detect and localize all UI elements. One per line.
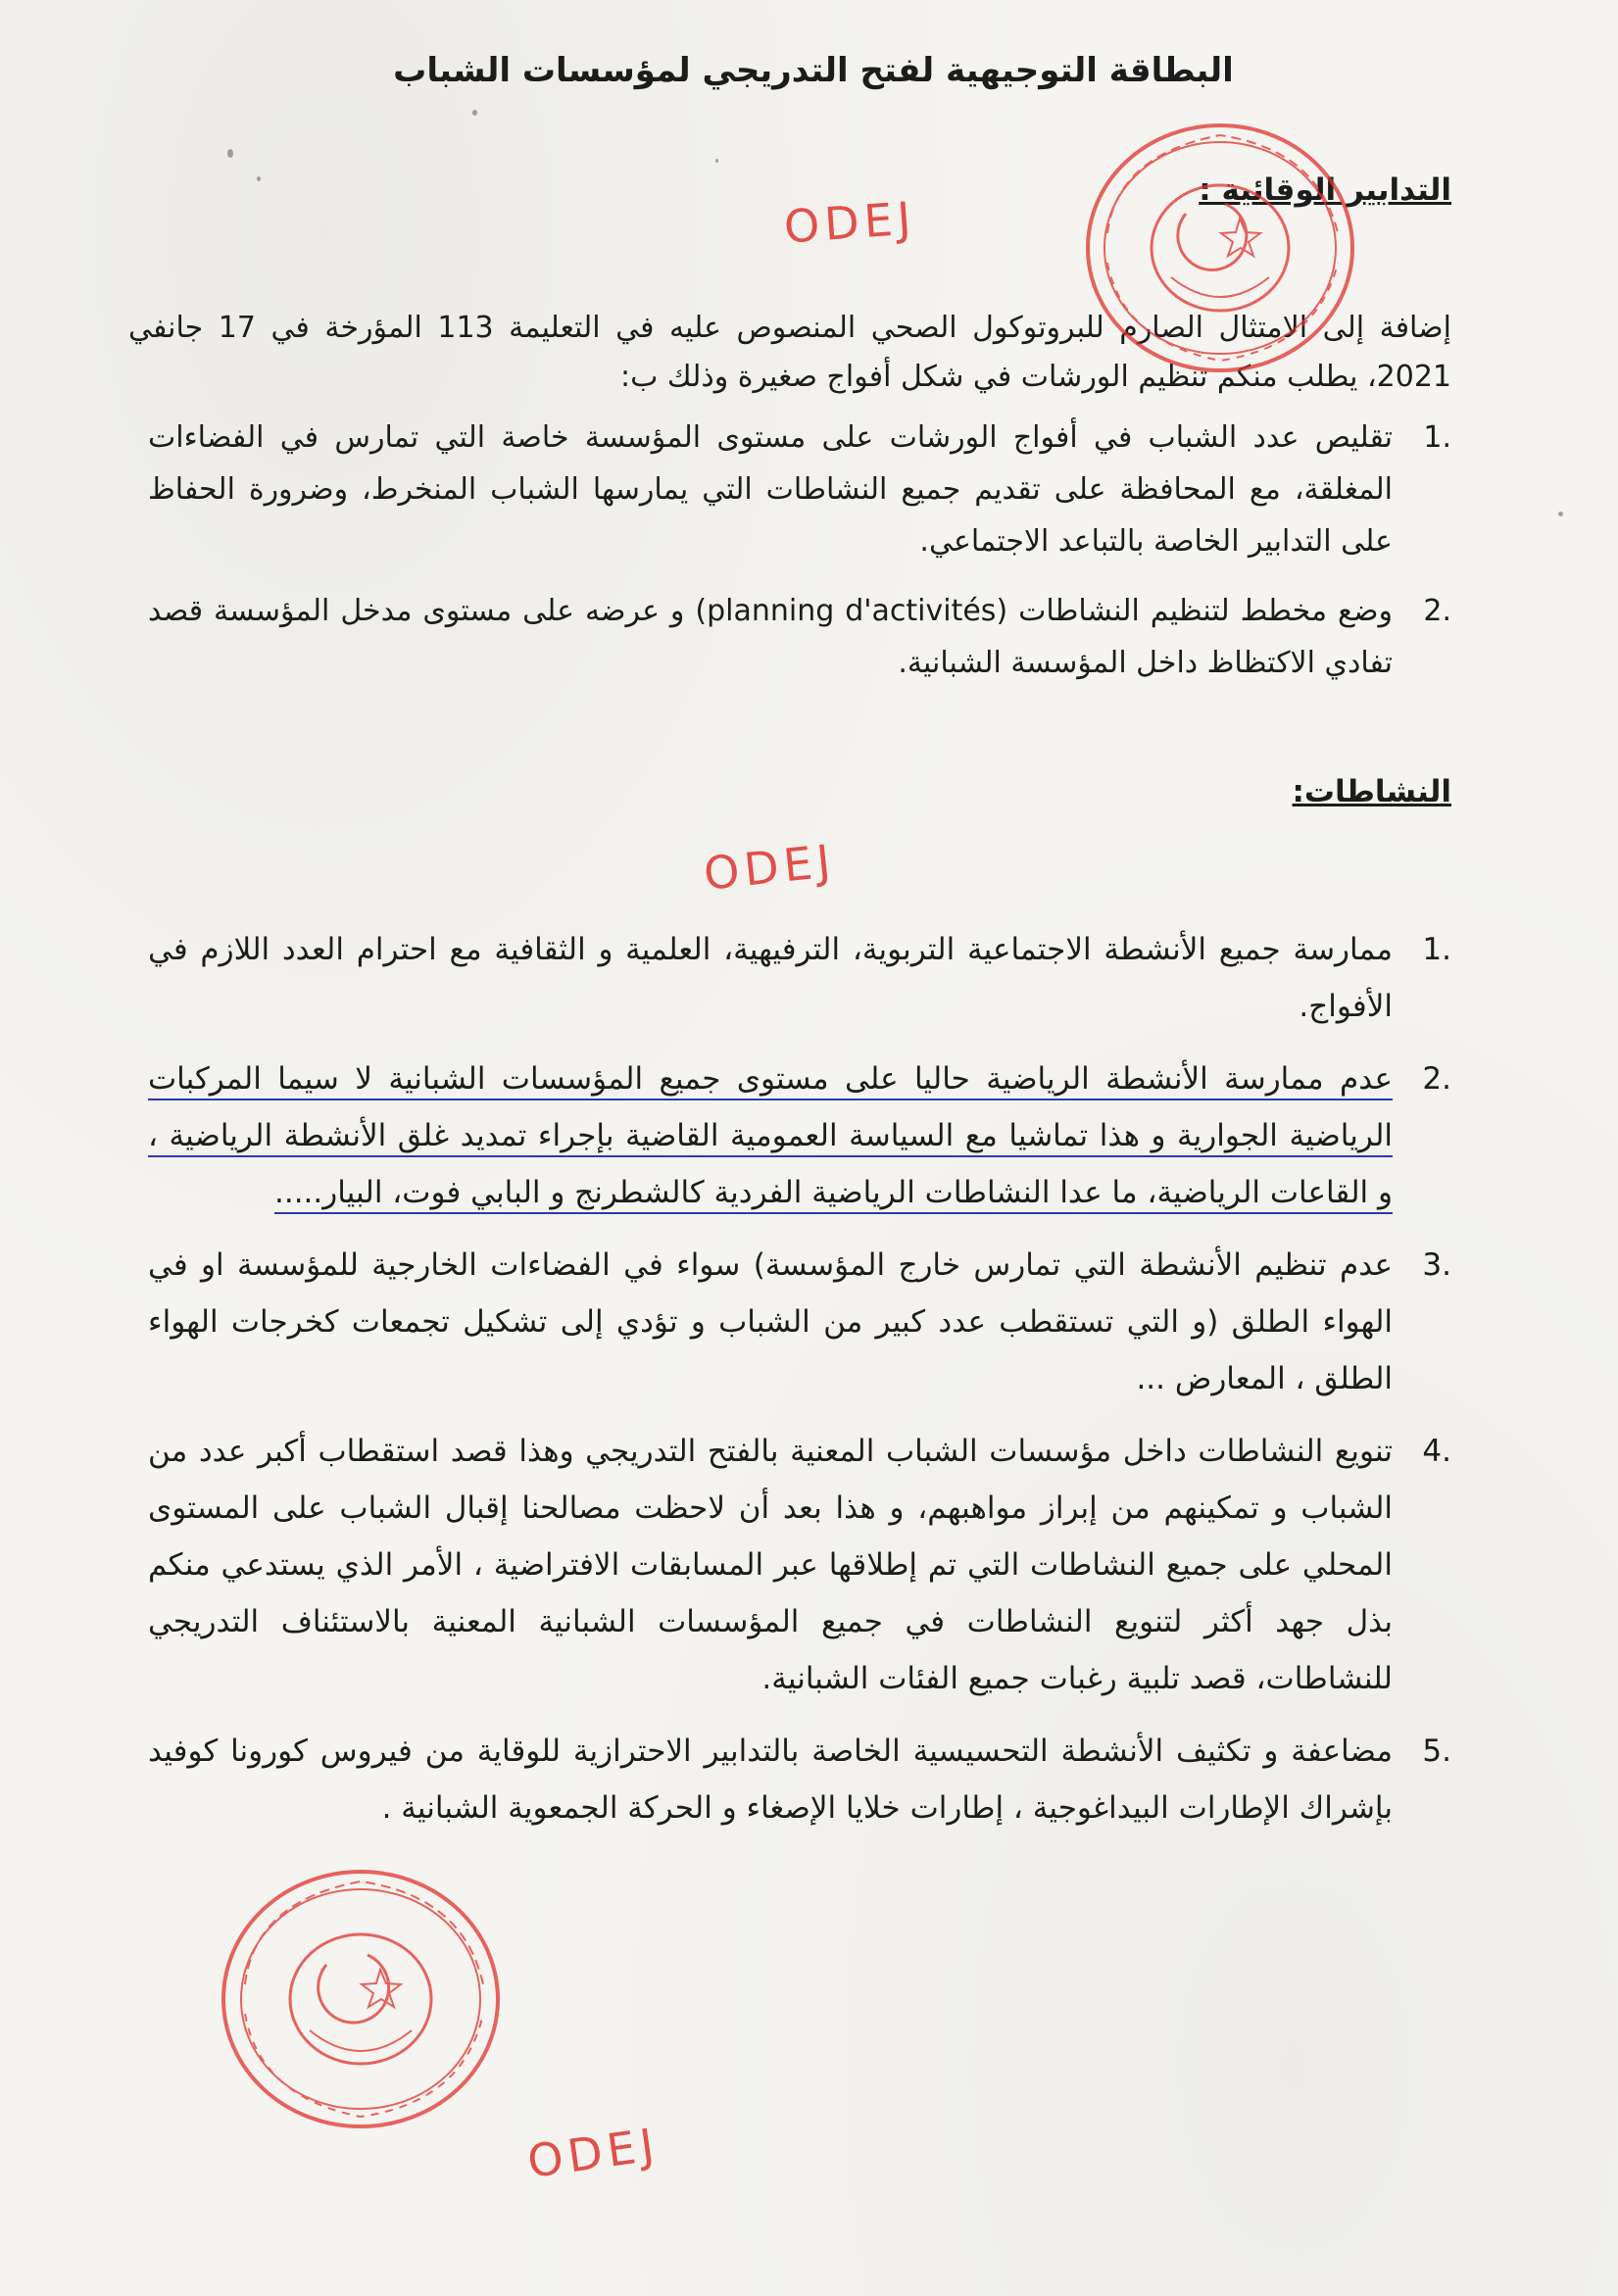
list-item-text: مضاعفة و تكثيف الأنشطة التحسيسية الخاصة بالتدابير الاحترازية للوقاية من فيروس كورونا كوفيد بإشراك الإطارات البيداغوجية ، إطارات خلايا الإصغاء و الحركة الجمعوية الشبانية .	[148, 1734, 1393, 1826]
list-item-text: تقليص عدد الشباب في أفواج الورشات على مستوى المؤسسة خاصة التي تمارس في الفضاءات المغلقة، مع المحافظة على تقديم جميع النشاطات التي يمارسها الشباب المنخرط، وضرورة الحفاظ على التدابير الخاصة بالتباعد الاجتماعي.	[148, 420, 1393, 559]
dust-speck	[1558, 512, 1563, 516]
section-heading-preventive-measures: التدابير الوقائية :	[1199, 172, 1451, 208]
list-item-number: 1.	[1422, 932, 1451, 967]
dust-speck	[715, 159, 718, 163]
official-seal-stamp	[1078, 116, 1362, 380]
list-item-text: تنويع النشاطات داخل مؤسسات الشباب المعنية بالفتح التدريجي وهذا قصد استقطاب أكبر عدد من الشباب و تمكينهم من إبراز مواهبهم، و هذا بعد أن لاحظت مصالحنا إقبال الشباب على المستوى المحلي على جميع النشاطات التي تم إطلاقها عبر المسابقات الافتراضية ، الأمر الذي يستدعي منكم بذل جهد أكثر لتنويع النشاطات في جميع المؤسسات الشبانية المعنية بالاستئناف التدريجي للنشاطات، قصد تلبية رغبات جميع الفئات الشبانية.	[148, 1434, 1393, 1696]
list-item	[148, 1237, 1451, 1407]
dust-speck	[257, 176, 261, 181]
section-heading-activities: النشاطات:	[1292, 774, 1451, 809]
odej-stamp-text: ODEJ	[782, 191, 917, 254]
list-item-number: 1.	[1423, 420, 1451, 455]
list-item-text: عدم تنظيم الأنشطة التي تمارس خارج المؤسسة) سواء في الفضاءات الخارجية للمؤسسة او في الهواء الطلق (و التي تستقطب عدد كبير من الشباب و تؤدي إلى تشكيل تجمعات كخرجات الهواء الطلق ، المعارض ...	[148, 1247, 1393, 1396]
dust-speck	[227, 149, 233, 158]
list-item-number: 2.	[1423, 594, 1451, 628]
odej-stamp-text: ODEJ	[701, 834, 838, 901]
list-item-number: 5.	[1422, 1734, 1451, 1769]
list-item	[148, 412, 1451, 567]
list-item	[148, 1050, 1451, 1221]
document-title: البطاقة التوجيهية لفتح التدريجي لمؤسسات الشباب	[393, 51, 1234, 90]
list-item	[148, 585, 1451, 689]
activities-list	[148, 921, 1451, 1852]
list-item-number: 2.	[1422, 1061, 1451, 1097]
official-seal-stamp	[214, 1862, 508, 2136]
list-item	[148, 1423, 1451, 1707]
dust-speck	[472, 110, 477, 116]
list-item-text-underlined: عدم ممارسة الأنشطة الرياضية حاليا على مستوى جميع المؤسسات الشبانية لا سيما المركبات الرياضية الجوارية و هذا تماشيا مع السياسة العمومية القاضية بإجراء تمديد غلق الأنشطة الرياضية ، و القاعات الرياضية، ما عدا النشاطات الرياضية الفردية كالشطرنج و البابي فوت، البيار.....	[148, 1061, 1393, 1210]
list-item-text: ممارسة جميع الأنشطة الاجتماعية التربوية، الترفيهية، العلمية و الثقافية مع احترام العدد اللازم في الأفواج.	[148, 932, 1393, 1024]
list-item-number: 3.	[1422, 1247, 1451, 1283]
odej-stamp-text: ODEJ	[523, 2117, 662, 2189]
preventive-measures-list	[148, 412, 1451, 707]
list-item	[148, 921, 1451, 1035]
list-item-number: 4.	[1422, 1434, 1451, 1469]
list-item	[148, 1723, 1451, 1836]
section1-intro: إضافة إلى الامتثال الصارم للبروتوكول الصحي المنصوص عليه في التعليمة 113 المؤرخة في 17 جانفي 2021، يطلب منكم تنظيم الورشات في شكل أفواج صغيرة وذلك ب:	[128, 311, 1451, 394]
list-item-text: وضع مخطط لتنظيم النشاطات (planning d'activités) و عرضه على مستوى مدخل المؤسسة قصد تفادي الاكتظاظ داخل المؤسسة الشبانية.	[148, 594, 1393, 680]
